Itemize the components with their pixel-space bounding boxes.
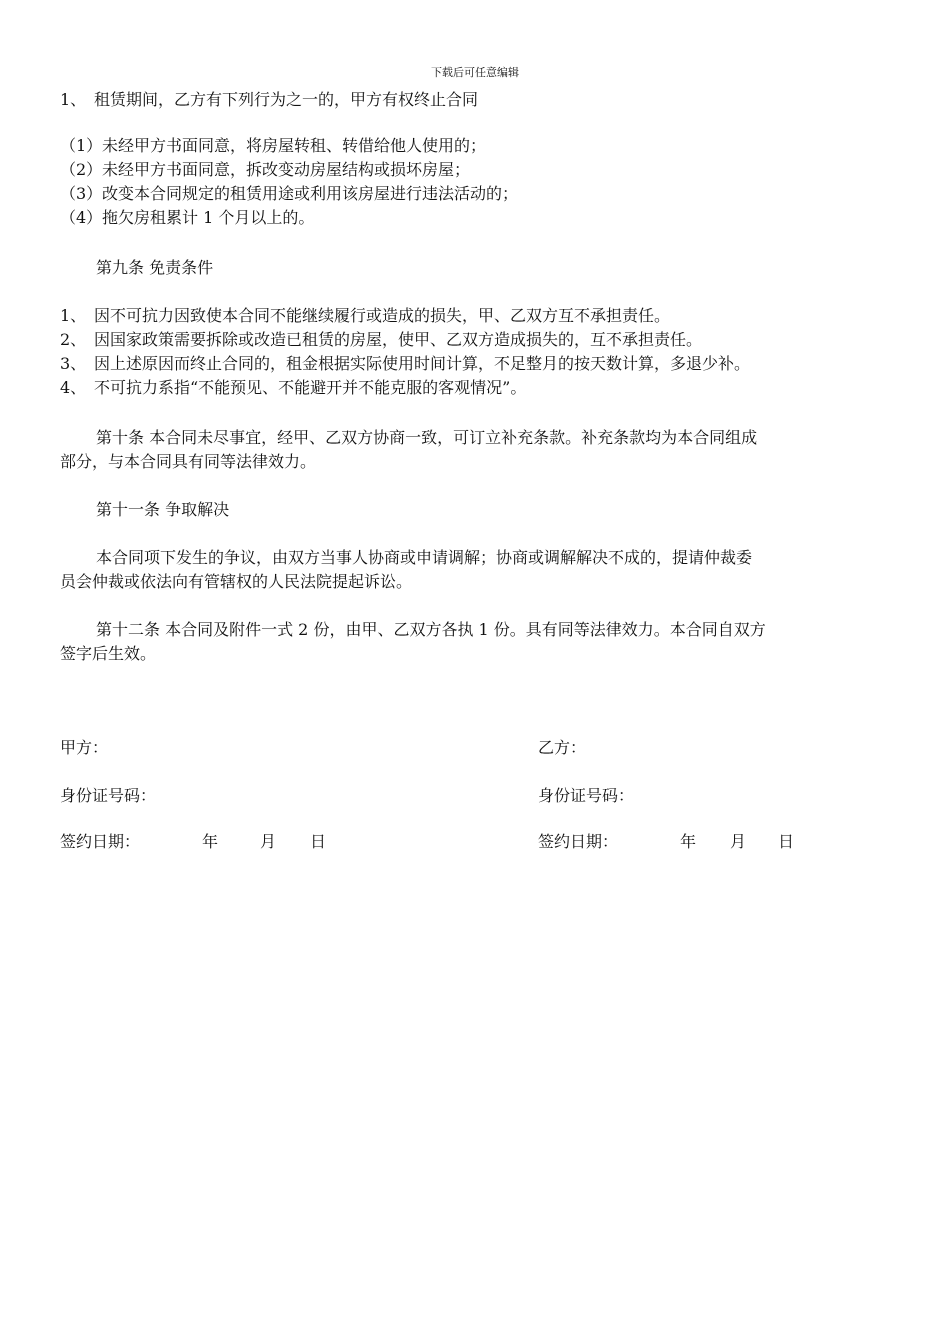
sub-text: 未经甲方书面同意，将房屋转租、转借给他人使用的； (102, 136, 487, 155)
party-a-label: 甲方： (60, 738, 109, 757)
item-text: 因国家政策需要拆除或改造已租赁的房屋，使甲、乙双方造成损失的，互不承担责任。 (94, 330, 703, 349)
item-number: 2、 (60, 330, 87, 349)
item-number: 4、 (60, 378, 87, 397)
sub-number: （1） (60, 136, 103, 155)
clause8-sub-3 (60, 184, 892, 204)
clause8-sub-1 (60, 136, 892, 156)
clause10-line-1: 第十条 本合同未尽事宜，经甲、乙双方协商一致，可订立补充条款。补充条款均为本合同组成 (96, 428, 758, 447)
item-text: 不可抗力系指“不能预见、不能避开并不能克服的客观情况”。 (94, 378, 527, 397)
party-b-label: 乙方： (538, 738, 587, 757)
clause8-sub-2 (60, 160, 892, 180)
sub-number: （2） (60, 160, 103, 179)
item-number: 3、 (60, 354, 87, 373)
party-b-id-label: 身份证号码： (538, 786, 635, 805)
clause8-sub-4 (60, 208, 892, 228)
party-b-date (538, 832, 918, 852)
item-text: 因上述原因而终止合同的，租金根据实际使用时间计算，不足整月的按天数计算，多退少补。 (94, 354, 751, 373)
date-label: 签约日期： (538, 832, 619, 851)
month-label: 月 (730, 832, 747, 851)
header-note: 下载后可任意编辑 (431, 66, 519, 79)
party-a-id-label: 身份证号码： (60, 786, 157, 805)
clause10-line-2: 部分，与本合同具有同等法律效力。 (60, 452, 317, 471)
clause9-item-1 (60, 306, 892, 326)
day-label: 日 (310, 832, 327, 851)
item-text: 因不可抗力因致使本合同不能继续履行或造成的损失，甲、乙双方互不承担责任。 (94, 306, 671, 325)
clause9-item-3 (60, 354, 892, 374)
sub-text: 拖欠房租累计 1 个月以上的。 (102, 208, 315, 227)
clause9-item-2 (60, 330, 892, 350)
item-number: 1、 (60, 90, 87, 109)
clause12-line-1: 第十二条 本合同及附件一式 2 份，由甲、乙双方各执 1 份。具有同等法律效力。本合同自双方 (96, 620, 766, 639)
sub-text: 未经甲方书面同意，拆改变动房屋结构或损坏房屋； (102, 160, 471, 179)
item-text: 租赁期间，乙方有下列行为之一的，甲方有权终止合同 (94, 90, 479, 109)
clause11-line-2: 员会仲裁或依法向有管辖权的人民法院提起诉讼。 (60, 572, 413, 591)
clause11-line-1: 本合同项下发生的争议，由双方当事人协商或申请调解；协商或调解解决不成的，提请仲裁委 (96, 548, 753, 567)
clause8-item-1 (60, 90, 892, 110)
year-label: 年 (680, 832, 697, 851)
clause12-line-2: 签字后生效。 (60, 644, 157, 663)
year-label: 年 (202, 832, 219, 851)
sub-number: （4） (60, 208, 103, 227)
clause9-item-4 (60, 378, 892, 398)
date-label: 签约日期： (60, 832, 141, 851)
clause9-title: 第九条 免责条件 (96, 258, 214, 277)
sub-number: （3） (60, 184, 103, 203)
sub-text: 改变本合同规定的租赁用途或利用该房屋进行违法活动的； (102, 184, 519, 203)
day-label: 日 (778, 832, 795, 851)
item-number: 1、 (60, 306, 87, 325)
month-label: 月 (260, 832, 277, 851)
clause11-title: 第十一条 争取解决 (96, 500, 230, 519)
